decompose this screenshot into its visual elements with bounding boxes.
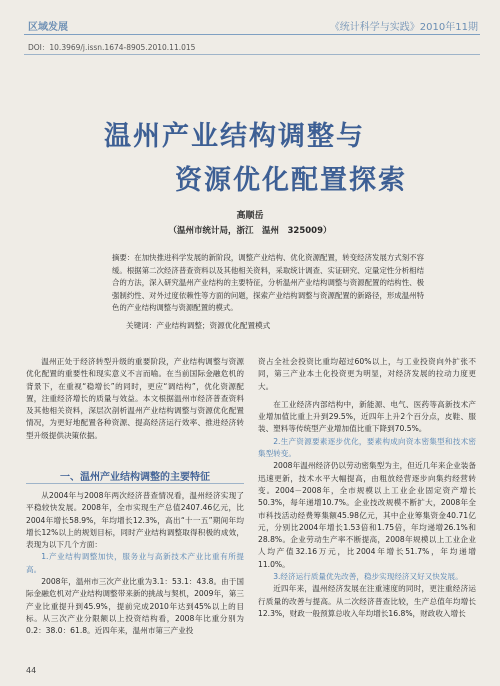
- affiliation: （温州市统计局，浙江 温州 325009）: [168, 226, 332, 236]
- section-label: 区域发展: [28, 22, 68, 33]
- paragraph: 温州正处于经济转型升级的重要阶段，产业结构调整与资源优化配置的重要性和现实意义不言而喻。在当前国际金融危机的背景下，在重视“稳增长”的同时，更应“调结构”，优化资源配置，注重经济增长的质量与效益。本文根据温州市经济普查资料及其他相关资料，深层次剖析温州产业结构调整与资源优化配置情况，为更好地配置各种资源、提高经济运行效率、推进经济转型升级提供决策依据。: [26, 357, 244, 440]
- title-line-1: 温州产业结构调整与: [104, 121, 365, 152]
- left-column-body: [26, 490, 244, 638]
- subheading: 2.生产资源要素逐步优化，要素构成向资本密集型和技术密集型转变。: [258, 436, 476, 459]
- right-column: [258, 356, 476, 620]
- left-column-intro: [26, 356, 244, 442]
- doi: DOI：10.3969/j.issn.1674-8905.2010.11.015: [28, 43, 196, 52]
- paragraph: 资占全社会投资比重均超过60%以上，与工业投资向外扩张不同，第三产业本土化投资更为明显，对经济发展的拉动力度更大。: [258, 357, 476, 391]
- abstract: 摘要：在加快推进科学发展的新阶段，调整产业结构、优化资源配置，转变经济发展方式刻不容缓。根据第二次经济普查资料以及其他相关资料，采取统计调查、实证研究、定量定性分析相结合的方法，深入研究温州产业结构的主要特征，分析温州产业结构调整与资源配置的结构性、极强制约性、对外过度依赖性等方面的问题，探索产业结构调整与资源配置的新路径，形成温州特色的产业结构调整与资源配置的模式。: [112, 253, 424, 312]
- subheading: 1.产业结构调整加快，服务业与高新技术产业比重有所提高。: [26, 552, 244, 574]
- journal-label: 《统计科学与实践》2010年11期: [329, 22, 478, 33]
- header-rule: [24, 34, 480, 35]
- title-line-2: 资源优化配置探索: [175, 165, 407, 196]
- paragraph: 2008年，温州市三次产业比重为3.1：53.1：43.8。由于国际金融危机对产业结构调整带来新的挑战与契机，2009年，第三产业比重提升到45.9%，提前完成2010年达到45%以上的目标。从三次产业分限额以上投资结构看，2008年比重分别为0.2：38.0：61.8。近四年来，温州市第三产业投: [26, 577, 244, 636]
- paragraph: 在工业经济内部结构中，新能源、电气、医药等高新技术产业增加值比重上升到29.5%，近四年上升2个百分点，皮鞋、服装、塑料等传统型产业增加值比重下降到70.5%。: [258, 399, 476, 434]
- page-number: 44: [26, 666, 37, 675]
- paragraph: 从2004年与2008年两次经济普查情况看，温州经济实现了平稳较快发展。2008年，全市实现生产总值2407.46亿元，比2004年增长58.9%，年均增长12.3%，高出“十一五”期间年均增长12%以上的规划目标，同时产业结构调整取得积极的成效，表现为以下几个方面：: [26, 491, 244, 550]
- subheading: 3.经济运行质量优先改善，稳步实现经济又好又快发展。: [273, 572, 463, 582]
- section-rule: [26, 483, 244, 484]
- paragraph: 2008年温州经济仍以劳动密集型为主，但近几年来企业装备迅速更新，技术水平大幅提高，由粗放经营逐步向集约经营转变。2004－2008年，全市规模以上工业企业固定资产增长50.3%，每年递增10.7%。企业技改规模不断扩大，2008年全市科技活动经费筹集额45.98亿元，其中企业筹集资金40.71亿元，分别比2004年增长1.53倍和1.75倍，年均递增26.1%和28.8%。企业劳动生产率不断提高，2008年规模以上工业企业人均产值32.16万元，比2004年增长51.7%，年均递增11.0%。: [258, 461, 476, 569]
- paragraph: 近四年来，温州经济发展在注重速度的同时，更注重经济运行质量的改善与提高。从二次经济普查比较，生产总值年均增长12.3%，财政一般预算总收入年均增长16.8%，财政收入增长: [258, 584, 476, 618]
- keywords: 关键词：产业结构调整；资源优化配置模式: [126, 321, 271, 330]
- doi-rule: [24, 54, 480, 55]
- section-heading: 一、温州产业结构调整的主要特征: [60, 472, 210, 483]
- author: 高顺岳: [236, 211, 264, 221]
